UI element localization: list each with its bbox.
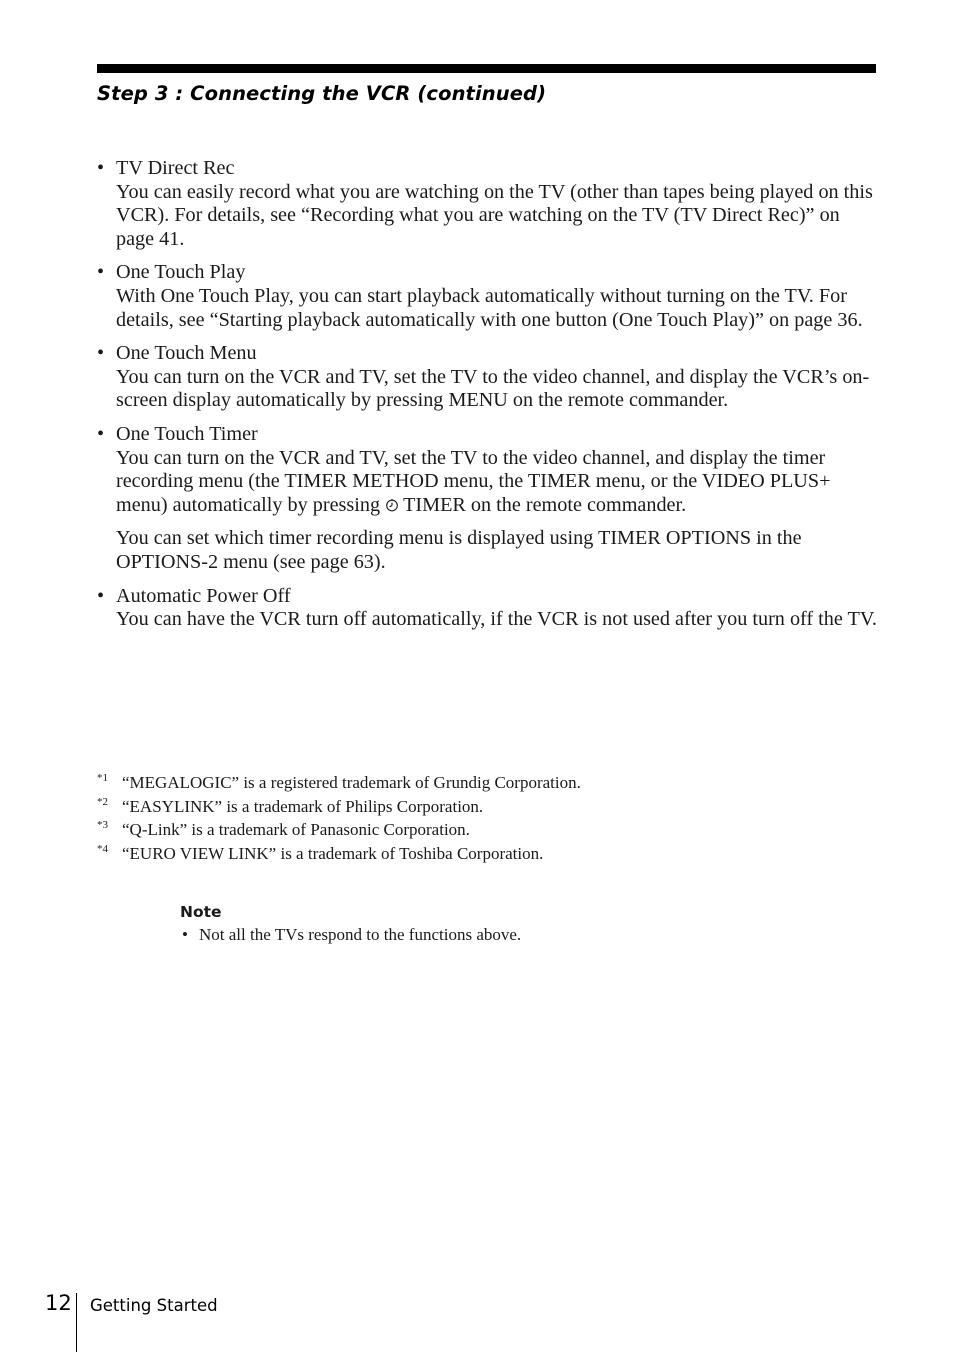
list-item xyxy=(97,342,879,413)
note-text: Not all the TVs respond to the functions above. xyxy=(199,925,522,944)
item-body-end: TIMER on the remote commander. xyxy=(403,493,687,516)
footnote-text: “Q-Link” is a trademark of Panasonic Corporation. xyxy=(122,820,470,840)
footnote-marker: *2 xyxy=(97,795,108,808)
note-box xyxy=(180,903,521,946)
item-body: You can easily record what you are watching on the TV (other than tapes being played on this VCR). For details, see “Recording what you are watching on the TV (TV Direct Rec)” on page 41. xyxy=(116,180,873,250)
footnote-marker: *3 xyxy=(97,819,108,832)
footnote-text: “EASYLINK” is a trademark of Philips Corporation. xyxy=(122,796,484,816)
footnotes xyxy=(97,771,581,865)
footer-section-title: Getting Started xyxy=(90,1296,218,1315)
list-item xyxy=(97,423,879,575)
list-item xyxy=(97,261,879,332)
note-label: Note xyxy=(180,903,222,921)
item-body: You can turn on the VCR and TV, set the TV to the video channel, and display the VCR’s on-screen display automatically by pressing MENU on the remote commander. xyxy=(116,365,870,412)
bullet-marker: • xyxy=(97,157,105,179)
footnote xyxy=(97,842,581,866)
item-title: One Touch Timer xyxy=(116,422,258,445)
footnote xyxy=(97,795,581,819)
page-number: 12 xyxy=(45,1291,72,1315)
page-heading: Step 3 : Connecting the VCR (continued) xyxy=(97,82,547,105)
footer-divider xyxy=(76,1293,77,1352)
footnote xyxy=(97,771,581,795)
header-rule xyxy=(97,64,876,73)
bullet-marker: • xyxy=(97,422,105,445)
timer-clock-icon xyxy=(385,498,399,512)
list-item xyxy=(97,585,879,632)
feature-list xyxy=(97,157,879,642)
item-title: TV Direct Rec xyxy=(116,157,235,179)
item-body xyxy=(116,447,879,518)
item-title: Automatic Power Off xyxy=(116,584,291,607)
item-body: You can have the VCR turn off automatically, if the VCR is not used after you turn off the TV. xyxy=(116,608,877,631)
footnote-marker: *1 xyxy=(97,772,108,784)
item-body: With One Touch Play, you can start playback automatically without turning on the TV. For details, see “Starting playback automatically with one button (One Touch Play)” on page 36. xyxy=(116,284,863,331)
bullet-marker: • xyxy=(97,584,105,607)
bullet-marker: • xyxy=(182,925,188,944)
item-title: One Touch Menu xyxy=(116,342,257,365)
footnote-text: “MEGALOGIC” is a registered trademark of Grundig Corporation. xyxy=(122,773,581,792)
bullet-marker: • xyxy=(97,342,105,365)
item-title: One Touch Play xyxy=(116,261,246,284)
footnote-text: “EURO VIEW LINK” is a trademark of Toshiba Corporation. xyxy=(122,843,544,863)
item-body-start: You can turn on the VCR and TV, set the TV to the video channel, and display the timer recording menu (the TIMER METHOD menu, the TIMER menu, or the VIDEO PLUS+ menu) automatically by pressing xyxy=(116,446,831,516)
item-extra: You can set which timer recording menu is displayed using TIMER OPTIONS in the OPTIONS-2 menu (see page 63). xyxy=(116,527,802,573)
list-item xyxy=(97,157,879,251)
footnote xyxy=(97,818,581,842)
note-item xyxy=(180,924,521,946)
bullet-marker: • xyxy=(97,261,105,284)
footnote-marker: *4 xyxy=(97,842,108,855)
